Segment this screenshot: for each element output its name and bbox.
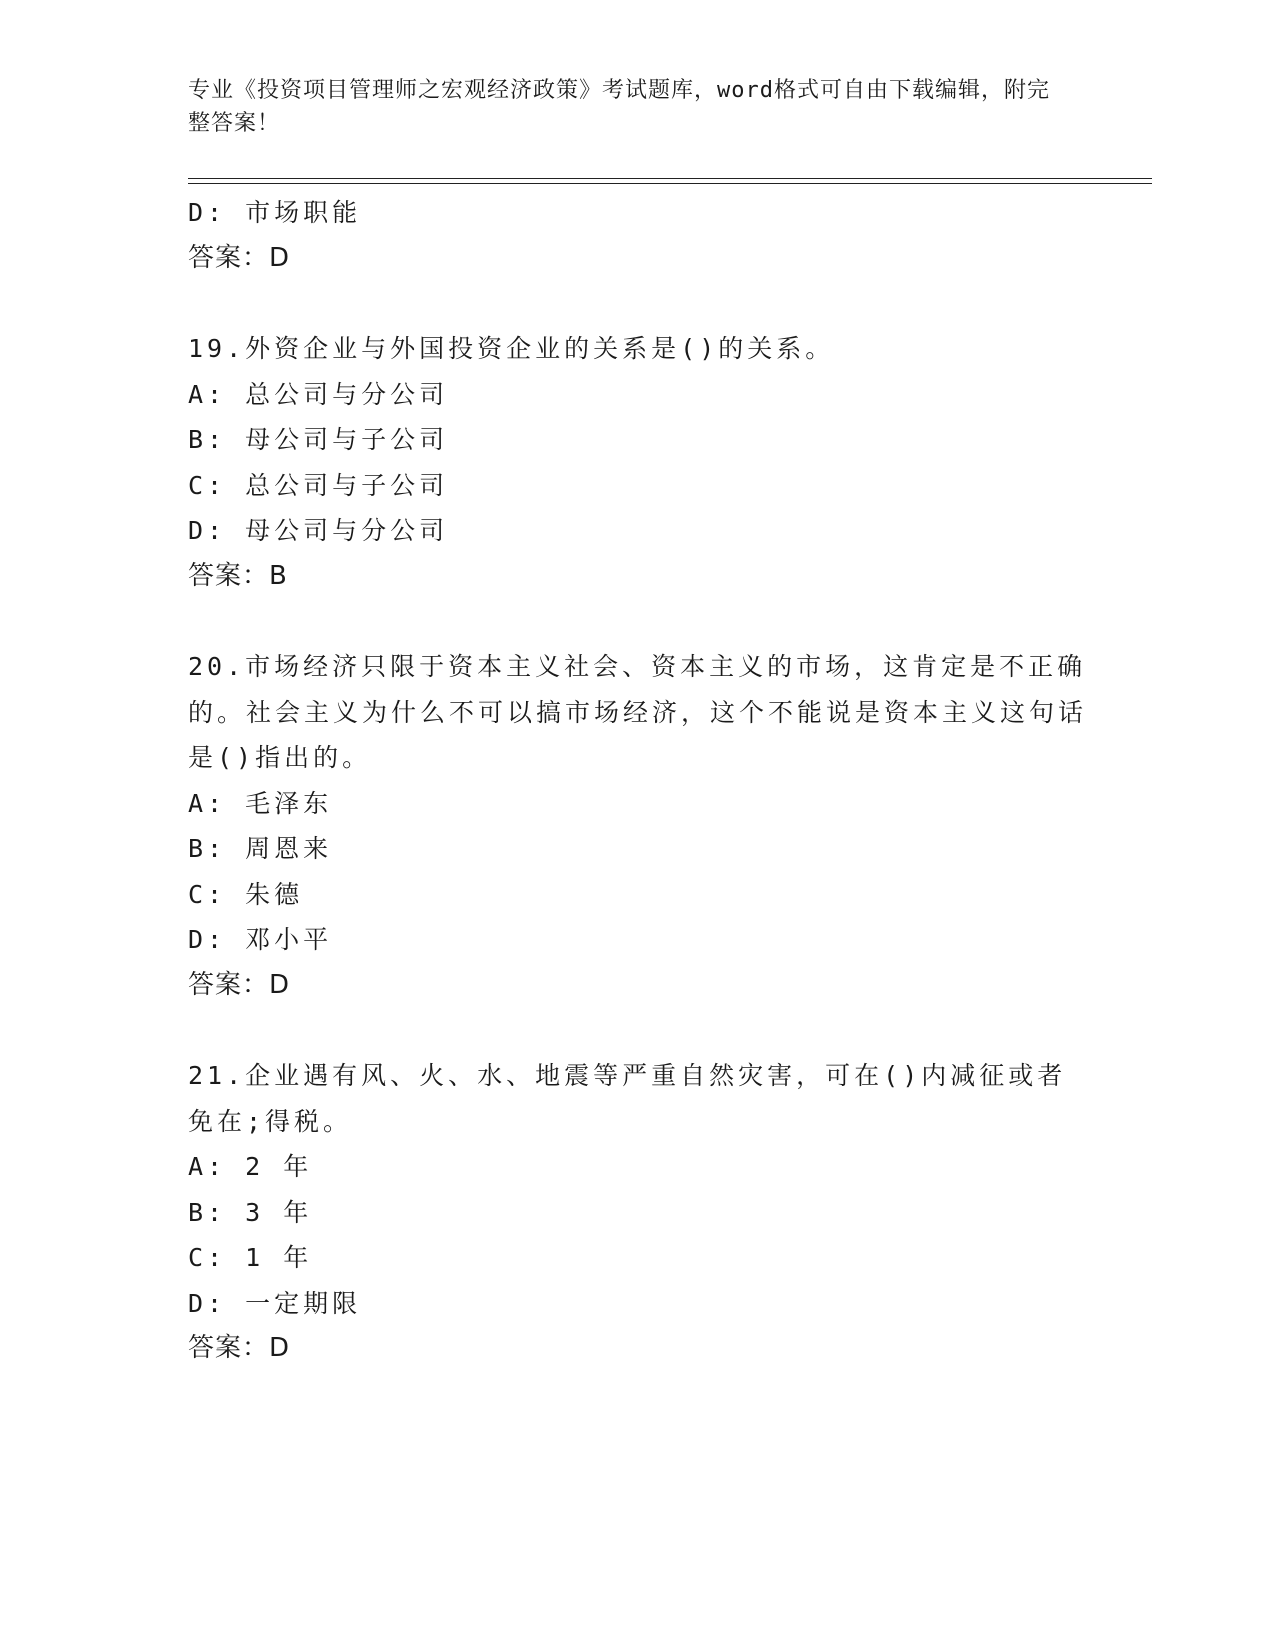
header-note: 专业《投资项目管理师之宏观经济政策》考试题库，word格式可自由下载编辑，附完整答案！	[188, 78, 1050, 136]
question-stem: 21.企业遇有风、火、水、地震等严重自然灾害，可在()内减征或者免在;得税。	[188, 1061, 1067, 1136]
answer-line: 答案：D	[188, 969, 291, 1000]
option-c: C: 朱德	[188, 879, 304, 909]
option-a: A: 毛泽东	[188, 788, 333, 818]
option-d: D: 一定期限	[188, 1288, 362, 1318]
option-b: B: 母公司与子公司	[188, 425, 449, 454]
answer-line: 答案：B	[188, 560, 288, 591]
option-b: B: 周恩来	[188, 834, 333, 863]
option-d: D: 市场职能	[188, 198, 362, 227]
option-c: C: 1 年	[188, 1243, 313, 1272]
option-d: D: 邓小平	[188, 925, 333, 954]
question-19	[188, 326, 1088, 599]
option-d: D: 母公司与分公司	[188, 516, 449, 545]
answer-line: 答案：D	[188, 1333, 291, 1363]
answer-line: 答案：D	[188, 242, 291, 273]
option-b: B: 3 年	[188, 1197, 313, 1227]
question-20	[188, 644, 1088, 1008]
question-21	[188, 1053, 1088, 1372]
header-divider-top	[188, 178, 1152, 179]
option-c: C: 总公司与子公司	[188, 470, 449, 500]
option-a: A: 总公司与分公司	[188, 379, 449, 409]
option-a: A: 2 年	[188, 1152, 313, 1181]
question-stem: 20.市场经济只限于资本主义社会、资本主义的市场，这肯定是不正确的。社会主义为什么不可以搞市场经济，这个不能说是资本主义这句话是()指出的。	[188, 652, 1088, 772]
header-divider-bottom	[188, 183, 1152, 184]
carryover-block	[188, 190, 1088, 281]
question-content	[188, 190, 1088, 1372]
question-stem: 19.外资企业与外国投资企业的关系是()的关系。	[188, 334, 835, 363]
